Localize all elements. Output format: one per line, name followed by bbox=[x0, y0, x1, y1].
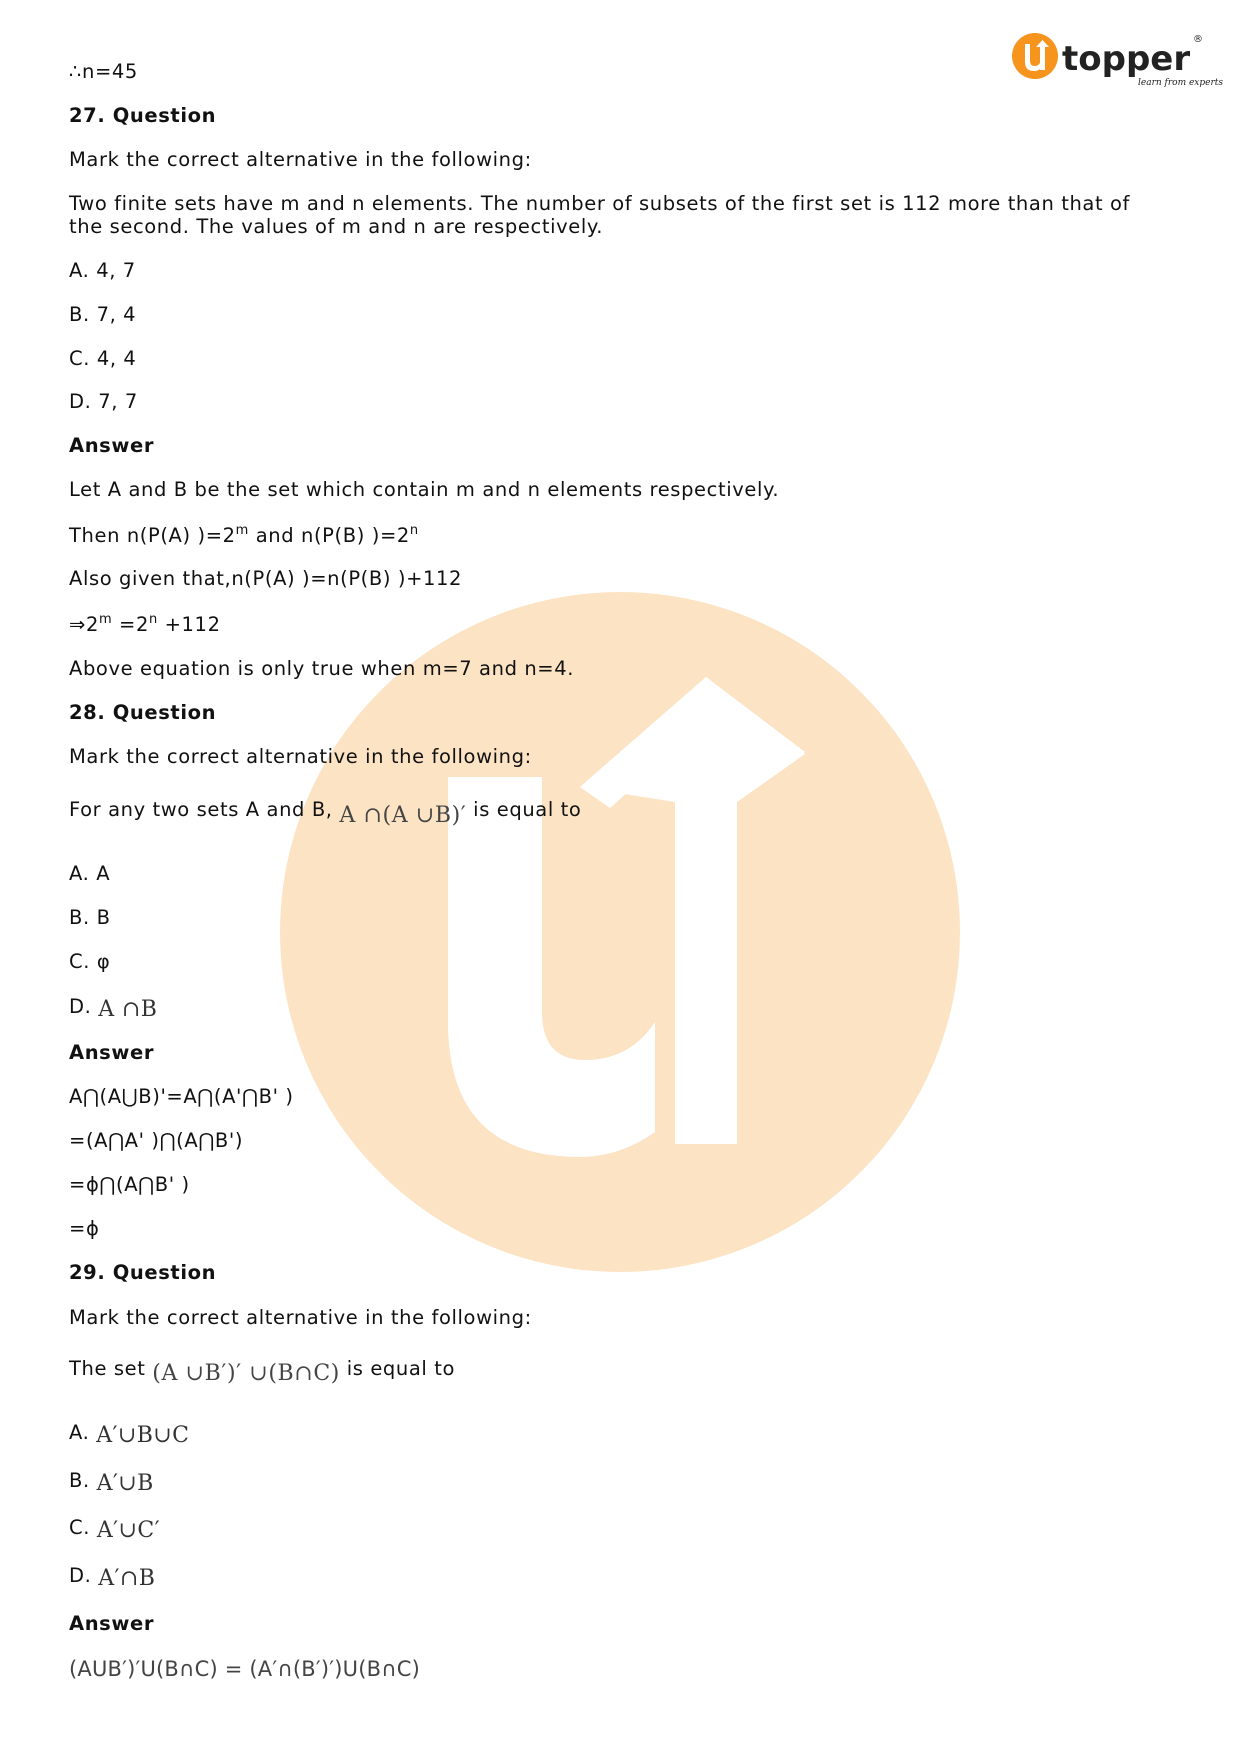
question-28-solution-step: =(A⋂A' )⋂(A⋂B') bbox=[69, 1129, 244, 1152]
question-29-answer-heading: Answer bbox=[69, 1612, 155, 1635]
question-28-title: 28. Question bbox=[69, 701, 217, 724]
question-29-prompt: Mark the correct alternative in the following: bbox=[69, 1306, 532, 1329]
question-28-option-b: B. B bbox=[69, 906, 111, 929]
question-28-expression: A ∩(A ∪B)′ bbox=[339, 803, 467, 828]
question-27-option-d: D. 7, 7 bbox=[69, 390, 138, 413]
question-29-option-b: B. A′∪B bbox=[69, 1469, 154, 1496]
question-29-solution-step: (AUB′)′U(B∩C) = (A′∩(B′)′)U(B∩C) bbox=[69, 1657, 421, 1681]
question-27-option-a: A. 4, 7 bbox=[69, 259, 136, 282]
question-27-solution-step: Also given that,n(P(A) )=n(P(B) )+112 bbox=[69, 567, 463, 590]
question-28-solution-step: =ϕ bbox=[69, 1217, 100, 1240]
topper-logo-icon bbox=[1010, 28, 1224, 90]
question-27-solution-step: $\Rightarrow 2^m =2^n +112$ bbox=[69, 612, 221, 636]
question-27-option-c: C. 4, 4 bbox=[69, 347, 137, 370]
question-27-solution-step: Above equation is only true when m=7 and n=4. bbox=[69, 657, 575, 680]
question-29-title: 29. Question bbox=[69, 1261, 217, 1284]
watermark-logo-icon bbox=[280, 592, 960, 1272]
question-29-expression: (A ∪B′)′ ∪(B∩C) bbox=[152, 1361, 340, 1386]
previous-answer-line: ∴n=45 bbox=[69, 60, 138, 83]
question-27-solution-step: Let A and B be the set which contain m and n elements respectively. bbox=[69, 478, 780, 501]
question-28-prompt: Mark the correct alternative in the following: bbox=[69, 745, 532, 768]
question-29-text: The set (A ∪B′)′ ∪(B∩C) is equal to bbox=[69, 1357, 456, 1386]
question-29-option-c: C. A′∪C′ bbox=[69, 1516, 160, 1543]
question-27-answer-heading: Answer bbox=[69, 434, 155, 457]
question-28-answer-heading: Answer bbox=[69, 1041, 155, 1064]
svg-text:topper: topper bbox=[1062, 39, 1191, 79]
question-29-option-a: A. A′∪B∪C bbox=[69, 1421, 190, 1448]
question-28-text: For any two sets A and B, A ∩(A ∪B)′ is equal to bbox=[69, 798, 582, 828]
question-29-option-d: D. A′∩B bbox=[69, 1564, 156, 1591]
question-28-option-c: C. φ bbox=[69, 950, 111, 973]
question-28-solution-step: A⋂(A⋃B)'=A⋂(A'⋂B' ) bbox=[69, 1085, 294, 1108]
question-27-solution-step: Then n(P(A) )$=2^m$ and n(P(B) )$=2^n$ bbox=[69, 523, 419, 547]
svg-text:®: ® bbox=[1193, 34, 1203, 45]
question-27-title: 27. Question bbox=[69, 104, 217, 127]
question-27-option-b: B. 7, 4 bbox=[69, 303, 137, 326]
svg-text:learn from experts: learn from experts bbox=[1138, 78, 1224, 88]
question-28-option-d: D. A ∩B bbox=[69, 995, 158, 1022]
question-28-option-a: A. A bbox=[69, 862, 111, 885]
question-28-solution-step: =ϕ⋂(A⋂B' ) bbox=[69, 1173, 190, 1196]
question-27-text: Two finite sets have m and n elements. The number of subsets of the first set is 112 more than that of the second. The values of m and n are respectively. bbox=[69, 192, 1130, 238]
question-27-prompt: Mark the correct alternative in the following: bbox=[69, 148, 532, 171]
